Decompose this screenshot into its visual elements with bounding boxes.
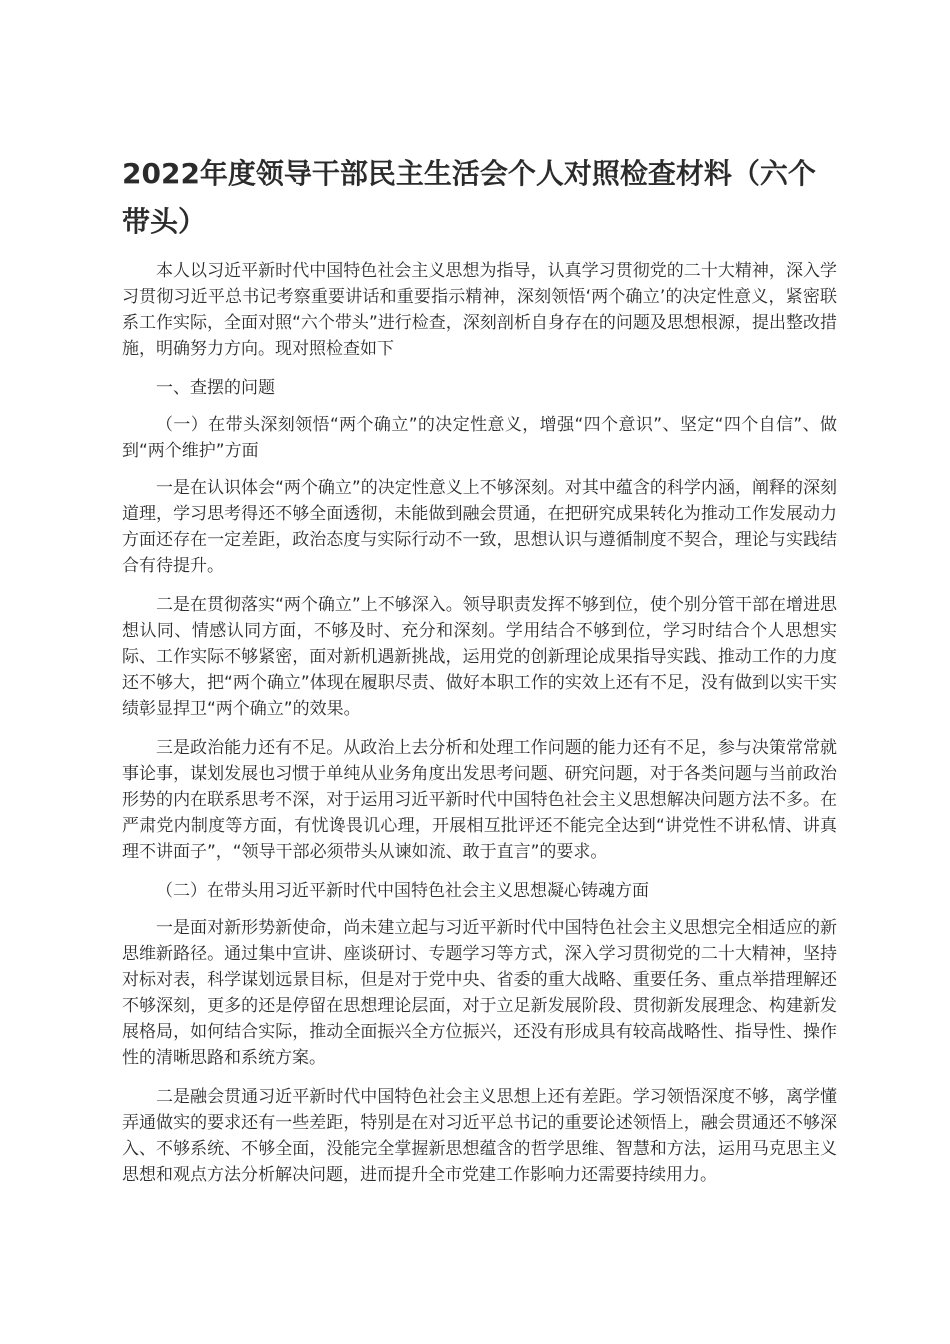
- intro-paragraph: 本人以习近平新时代中国特色社会主义思想为指导，认真学习贯彻党的二十大精神，深入学习贯彻习近平总书记考察重要讲话和重要指示精神，深刻领悟‘两个确立’的决定性意义，紧密联系工作实际，全面对照“六个带头”进行检查，深刻剖析自身存在的问题及思想根源，提出整改措施，明确努力方向。现对照检查如下: [122, 261, 837, 359]
- document-title: 2022年度领导干部民主生活会个人对照检查材料（六个带头）: [122, 157, 816, 238]
- subsection-heading: （二）在带头用习近平新时代中国特色社会主义思想凝心铸魂方面: [156, 881, 649, 901]
- body-paragraph: 三是政治能力还有不足。从政治上去分析和处理工作问题的能力还有不足，参与决策常常就事论事，谋划发展也习惯于单纯从业务角度出发思考问题、研究问题，对于各类问题与当前政治形势的内在联系思考不深，对于运用习近平新时代中国特色社会主义思想解决问题方法不多。在严肃党内制度等方面，有忧谗畏讥心理，开展相互批评还不能完全达到“讲党性不讲私情、讲真理不讲面子”，“领导干部必须带头从谏如流、敢于直言”的要求。: [122, 738, 837, 862]
- document-body: [122, 258, 837, 1201]
- body-paragraph: 二是融会贯通习近平新时代中国特色社会主义思想上还有差距。学习领悟深度不够，离学懂弄通做实的要求还有一些差距，特别是在对习近平总书记的重要论述领悟上，融会贯通还不够深入、不够系统、不够全面，没能完全掌握新思想蕴含的哲学思维、智慧和方法，运用马克思主义思想和观点方法分析解决问题，进而提升全市党建工作影响力还需要持续用力。: [122, 1087, 837, 1185]
- subsection-heading: （一）在带头深刻领悟“两个确立”的决定性意义，增强“四个意识”、坚定“四个自信”、做到“两个维护”方面: [122, 415, 837, 461]
- section-heading: 一、查摆的问题: [156, 378, 275, 398]
- body-paragraph: 一是面对新形势新使命，尚未建立起与习近平新时代中国特色社会主义思想完全相适应的新思维新路径。通过集中宣讲、座谈研讨、专题学习等方式，深入学习贯彻党的二十大精神，坚持对标对表，科学谋划远景目标，但是对于党中央、省委的重大战略、重要任务、重点举措理解还不够深刻，更多的还是停留在思想理论层面，对于立足新发展阶段、贯彻新发展理念、构建新发展格局，如何结合实际，推动全面振兴全方位振兴，还没有形成具有较高战略性、指导性、操作性的清晰思路和系统方案。: [122, 918, 837, 1068]
- body-paragraph: 一是在认识体会“两个确立”的决定性意义上不够深刻。对其中蕴含的科学内涵，阐释的深刻道理，学习思考得还不够全面透彻，未能做到融会贯通，在把研究成果转化为推动工作发展动力方面还存在一定差距，政治态度与实际行动不一致，思想认识与遵循制度不契合，理论与实践结合有待提升。: [122, 478, 837, 576]
- body-paragraph: 二是在贯彻落实“两个确立”上不够深入。领导职责发挥不够到位，使个别分管干部在增进思想认同、情感认同方面，不够及时、充分和深刻。学用结合不够到位，学习时结合个人思想实际、工作实际不够紧密，面对新机遇新挑战，运用党的创新理论成果指导实践、推动工作的力度还不够大，把“两个确立”体现在履职尽责、做好本职工作的实效上还有不足，没有做到以实干实绩彰显捍卫“两个确立”的效果。: [122, 595, 837, 719]
